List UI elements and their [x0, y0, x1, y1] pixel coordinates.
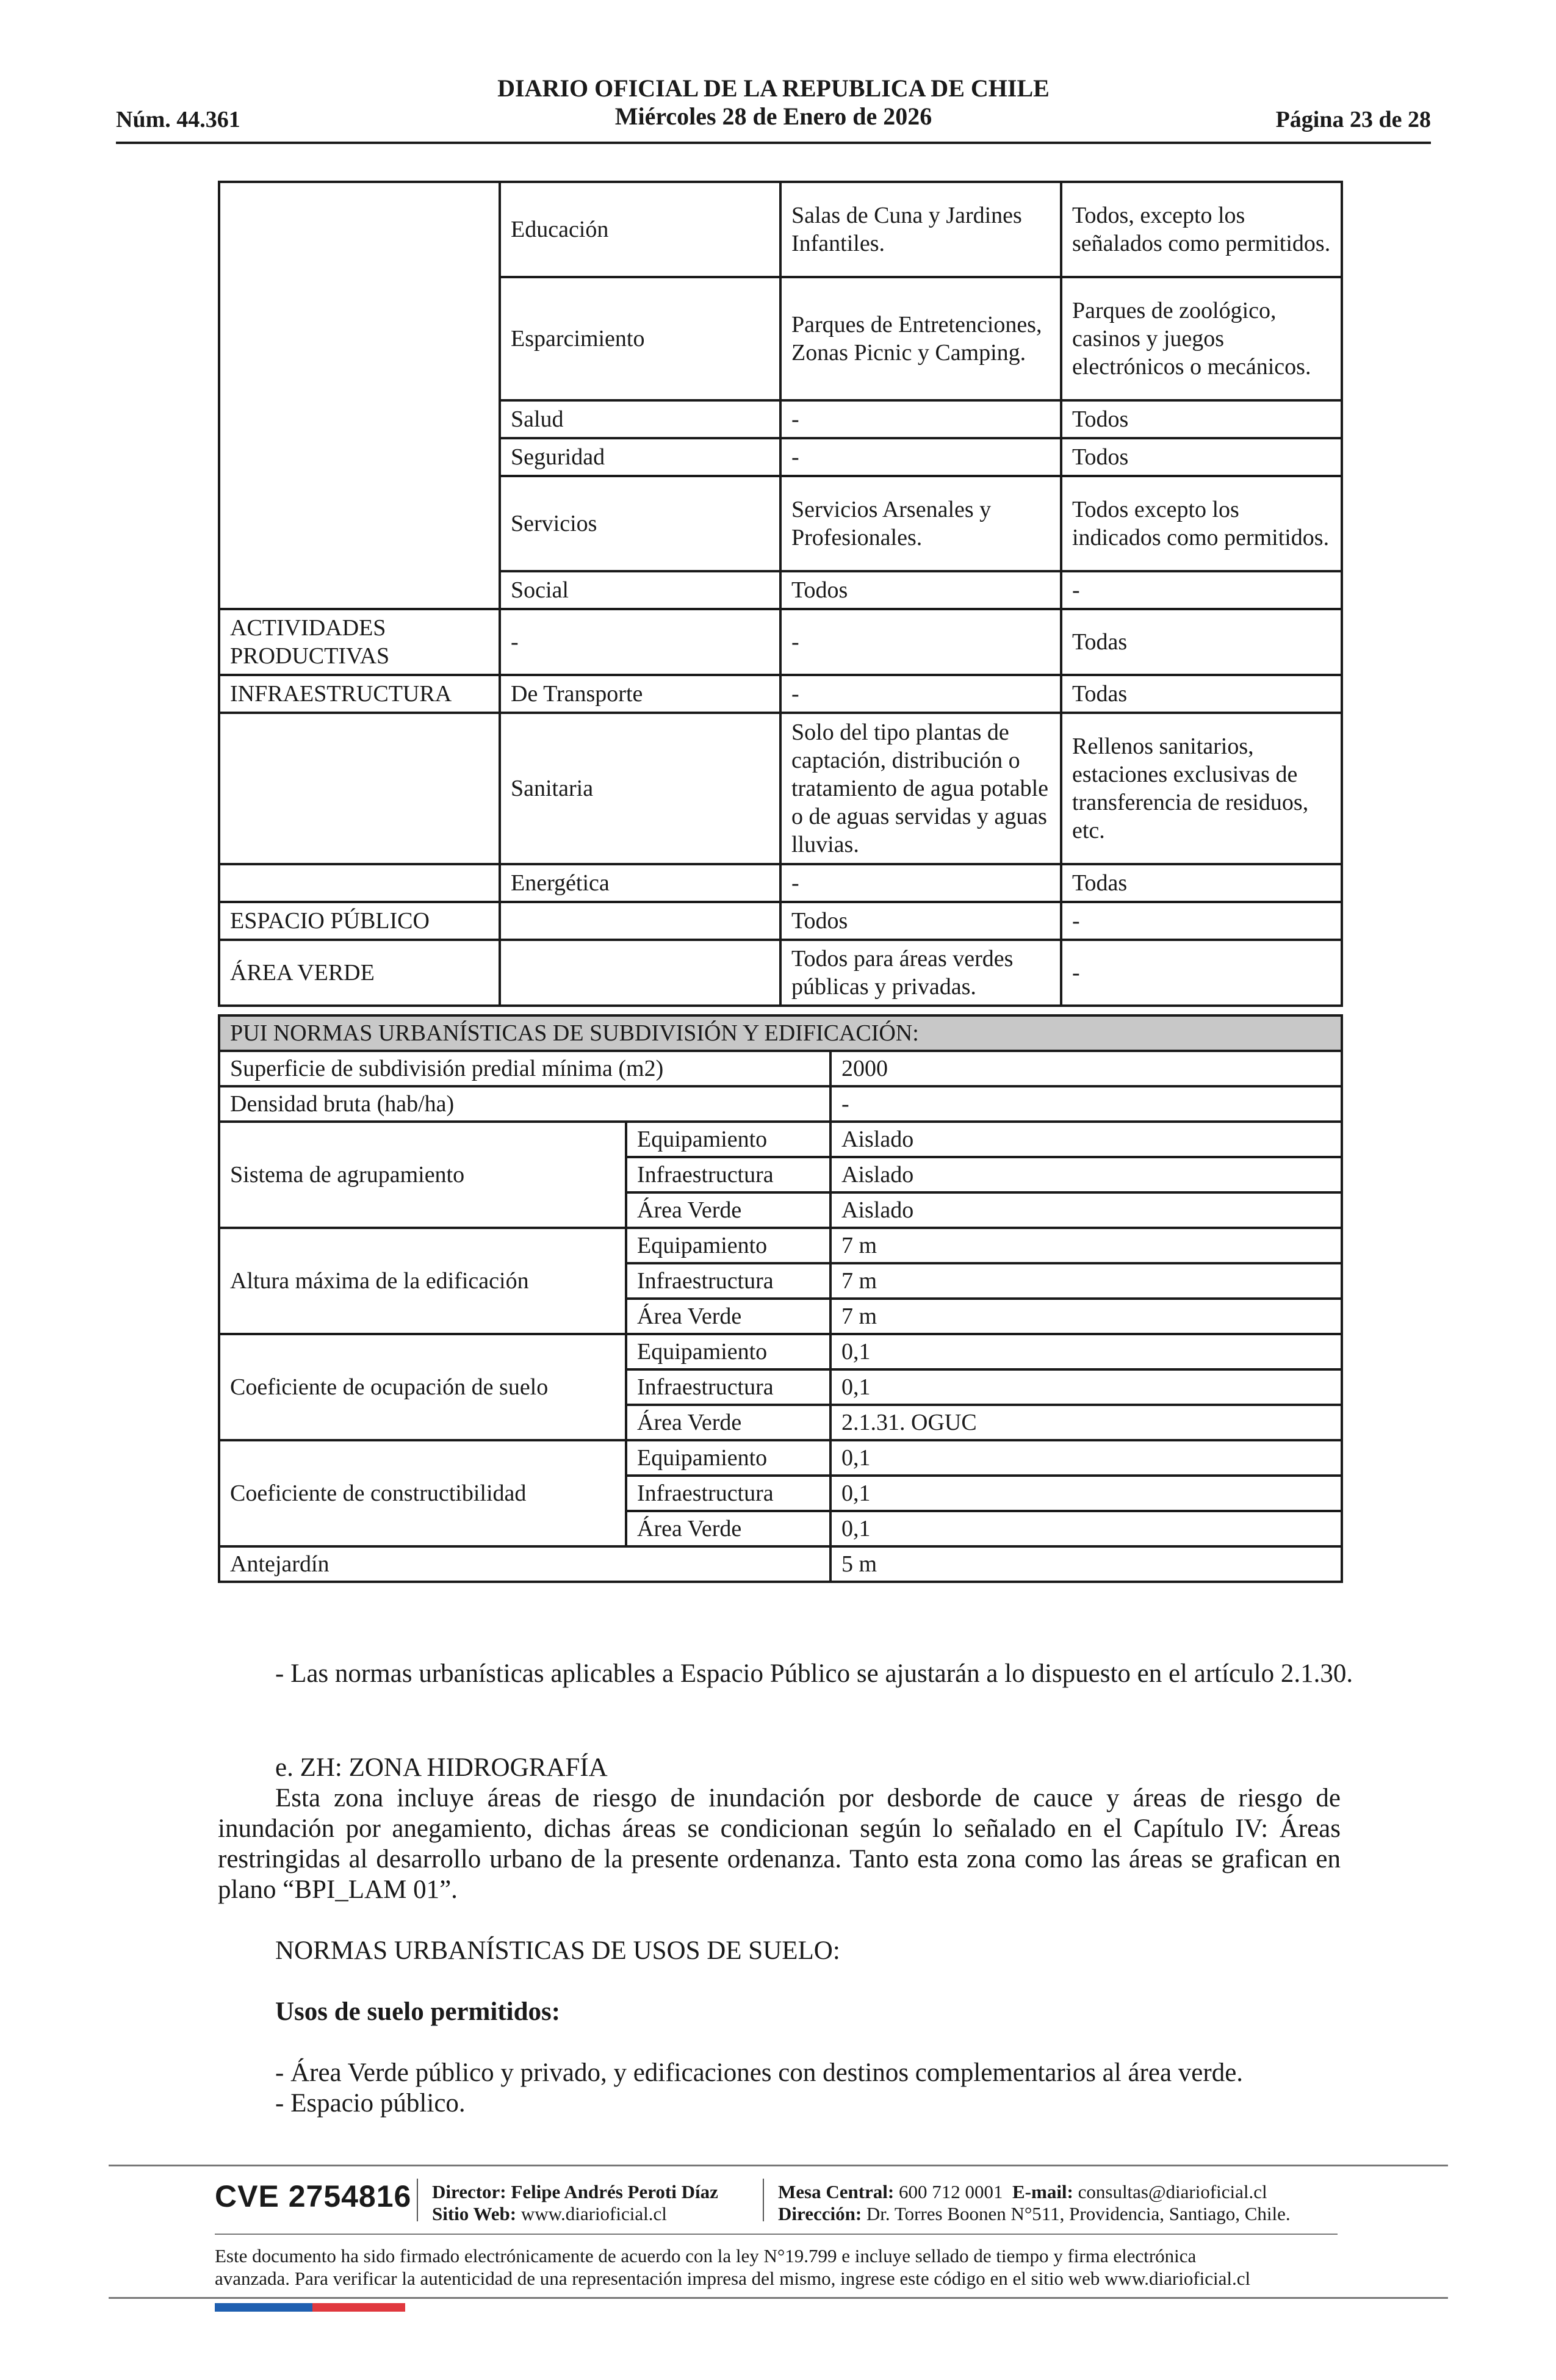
- prohibited-cell: Todos, excepto los señalados como permitidos.: [1061, 182, 1342, 277]
- footer-director-block: [432, 2181, 718, 2225]
- table-row: [219, 277, 1342, 400]
- norm-value: 2000: [830, 1051, 1342, 1086]
- use-type-cell: [219, 438, 500, 476]
- prohibited-cell: Rellenos sanitarios, estaciones exclusivas de transferencia de residuos, etc.: [1061, 713, 1342, 864]
- norm-sub-label: Infraestructura: [626, 1476, 830, 1511]
- use-class-cell: Social: [500, 571, 780, 609]
- table-row: [219, 1086, 1342, 1122]
- footer-divider: [215, 2234, 1338, 2235]
- prohibited-cell: -: [1061, 902, 1342, 940]
- use-type-cell: [219, 713, 500, 864]
- norm-group-label: Altura máxima de la edificación: [219, 1228, 626, 1334]
- table-row: [219, 1440, 1342, 1476]
- norm-value: Aislado: [830, 1192, 1342, 1228]
- table-row: [219, 1546, 1342, 1582]
- permitted-cell: -: [780, 438, 1061, 476]
- table-row: [219, 476, 1342, 571]
- use-class-cell: Salud: [500, 400, 780, 438]
- norm-sub-label: Área Verde: [626, 1299, 830, 1334]
- espacio-publico-note: - Las normas urbanísticas aplicables a Espacio Público se ajustarán a lo dispuesto en el artículo 2.1.30.: [275, 1659, 1353, 1688]
- norm-group-label: Coeficiente de ocupación de suelo: [219, 1334, 626, 1440]
- prohibited-cell: -: [1061, 571, 1342, 609]
- use-type-cell: [219, 182, 500, 277]
- flag-stripe-red: [312, 2303, 405, 2312]
- use-class-cell: De Transporte: [500, 675, 780, 713]
- norm-value: 0,1: [830, 1334, 1342, 1369]
- footer-separator: [417, 2179, 418, 2221]
- legal-notice: [215, 2245, 1338, 2290]
- permitted-use-item: - Espacio público.: [275, 2089, 466, 2118]
- permitted-cell: Parques de Entretenciones, Zonas Picnic y Camping.: [780, 277, 1061, 400]
- table-row: [219, 902, 1342, 940]
- use-class-cell: [500, 902, 780, 940]
- norm-value: Aislado: [830, 1122, 1342, 1157]
- use-class-cell: Educación: [500, 182, 780, 277]
- footer-divider: [109, 2297, 1448, 2299]
- permitted-cell: Salas de Cuna y Jardines Infantiles.: [780, 182, 1061, 277]
- footer-separator: [763, 2179, 764, 2221]
- norms-heading: NORMAS URBANÍSTICAS DE USOS DE SUELO:: [275, 1936, 840, 1965]
- table-row: [219, 438, 1342, 476]
- use-class-cell: Servicios: [500, 476, 780, 571]
- legal-line: Este documento ha sido firmado electrónicamente de acuerdo con la ley N°19.799 e incluye sellado de tiempo y firma electrónica: [215, 2245, 1197, 2266]
- prohibited-cell: Parques de zoológico, casinos y juegos electrónicos o mecánicos.: [1061, 277, 1342, 400]
- use-class-cell: Sanitaria: [500, 713, 780, 864]
- norm-sub-label: Infraestructura: [626, 1157, 830, 1192]
- norm-value: 7 m: [830, 1228, 1342, 1263]
- email-link[interactable]: consultas@diarioficial.cl: [1078, 2181, 1267, 2202]
- norm-value: -: [830, 1086, 1342, 1122]
- web-link[interactable]: www.diarioficial.cl: [520, 2203, 667, 2224]
- norm-value: 2.1.31. OGUC: [830, 1405, 1342, 1440]
- norm-label: Superficie de subdivisión predial mínima (m2): [219, 1051, 830, 1086]
- norm-label: Antejardín: [219, 1546, 830, 1582]
- table-row: [219, 1015, 1342, 1051]
- table-row: [219, 864, 1342, 902]
- norm-label: Densidad bruta (hab/ha): [219, 1086, 830, 1122]
- use-type-cell: INFRAESTRUCTURA: [219, 675, 500, 713]
- web-label: Sitio Web:: [432, 2203, 517, 2224]
- use-type-cell: [219, 277, 500, 400]
- footer-contact-block: [778, 2181, 1291, 2225]
- permitted-uses-heading: Usos de suelo permitidos:: [275, 1997, 561, 2026]
- use-type-cell: [219, 571, 500, 609]
- norm-value: 7 m: [830, 1299, 1342, 1334]
- permitted-cell: Todos: [780, 571, 1061, 609]
- director-label: Director:: [432, 2181, 506, 2202]
- norms-table-title: PUI NORMAS URBANÍSTICAS DE SUBDIVISIÓN Y EDIFICACIÓN:: [219, 1015, 1342, 1051]
- table-row: [219, 1122, 1342, 1157]
- publication-title: DIARIO OFICIAL DE LA REPUBLICA DE CHILE: [497, 74, 1050, 102]
- permitted-cell: -: [780, 864, 1061, 902]
- legal-line: avanzada. Para verificar la autenticidad de una representación impresa del mismo, ingrese este código en el sitio web www.diarioficial.cl: [215, 2268, 1251, 2289]
- issue-number: Núm. 44.361: [116, 107, 240, 132]
- norm-value: 0,1: [830, 1511, 1342, 1546]
- cve-code: CVE 2754816: [215, 2179, 412, 2213]
- use-type-cell: ACTIVIDADES PRODUCTIVAS: [219, 609, 500, 675]
- page-header: [116, 74, 1431, 144]
- zone-heading: e. ZH: ZONA HIDROGRAFÍA: [275, 1753, 608, 1782]
- issue-date: Miércoles 28 de Enero de 2026: [614, 103, 932, 130]
- norm-sub-label: Infraestructura: [626, 1263, 830, 1299]
- table-row: [219, 400, 1342, 438]
- mesa-phone: 600 712 0001: [899, 2181, 1003, 2202]
- norm-sub-label: Área Verde: [626, 1192, 830, 1228]
- prohibited-cell: Todas: [1061, 864, 1342, 902]
- permitted-cell: -: [780, 400, 1061, 438]
- use-type-cell: [219, 400, 500, 438]
- permitted-cell: -: [780, 675, 1061, 713]
- table-row: [219, 713, 1342, 864]
- norm-value: 7 m: [830, 1263, 1342, 1299]
- norm-value: 5 m: [830, 1546, 1342, 1582]
- norm-sub-label: Infraestructura: [626, 1369, 830, 1405]
- email-label: E-mail:: [1012, 2181, 1073, 2202]
- table-row: [219, 1051, 1342, 1086]
- use-class-cell: [500, 940, 780, 1006]
- use-class-cell: -: [500, 609, 780, 675]
- mesa-label: Mesa Central:: [778, 2181, 895, 2202]
- table-row: [219, 571, 1342, 609]
- norm-sub-label: Equipamiento: [626, 1122, 830, 1157]
- use-class-cell: Esparcimiento: [500, 277, 780, 400]
- address-label: Dirección:: [778, 2203, 862, 2224]
- page-number: Página 23 de 28: [1275, 107, 1431, 132]
- table-row: [219, 940, 1342, 1006]
- address-value: Dr. Torres Boonen N°511, Providencia, Santiago, Chile.: [866, 2203, 1291, 2224]
- permitted-use-item: - Área Verde público y privado, y edificaciones con destinos complementarios al área verde.: [275, 2058, 1244, 2087]
- land-use-table: [218, 181, 1343, 1007]
- norm-value: 0,1: [830, 1476, 1342, 1511]
- norm-value: 0,1: [830, 1440, 1342, 1476]
- zone-paragraph: Esta zona incluye áreas de riesgo de inundación por desborde de cauce y áreas de riesgo de inundación por anegamiento, dichas áreas se condicionan según lo señalado en el Capítulo IV: Áreas restringidas al desarrollo urbano de la presente ordenanza. Tanto esta zona como las áreas se grafican en plano “BPI_LAM 01”.: [218, 1784, 1341, 1904]
- urban-norms-table: [218, 1014, 1343, 1583]
- prohibited-cell: Todas: [1061, 675, 1342, 713]
- prohibited-cell: Todos: [1061, 400, 1342, 438]
- use-class-cell: Seguridad: [500, 438, 780, 476]
- permitted-cell: Todos: [780, 902, 1061, 940]
- norm-sub-label: Equipamiento: [626, 1440, 830, 1476]
- norm-sub-label: Área Verde: [626, 1405, 830, 1440]
- permitted-cell: -: [780, 609, 1061, 675]
- flag-stripe-blue: [215, 2303, 312, 2312]
- use-type-cell: [219, 864, 500, 902]
- table-row: [219, 1228, 1342, 1263]
- norm-value: 0,1: [830, 1369, 1342, 1405]
- norm-group-label: Sistema de agrupamiento: [219, 1122, 626, 1228]
- use-type-cell: ÁREA VERDE: [219, 940, 500, 1006]
- footer-divider: [109, 2165, 1448, 2166]
- director-name: Felipe Andrés Peroti Díaz: [511, 2181, 718, 2202]
- norm-value: Aislado: [830, 1157, 1342, 1192]
- permitted-cell: Servicios Arsenales y Profesionales.: [780, 476, 1061, 571]
- norm-group-label: Coeficiente de constructibilidad: [219, 1440, 626, 1546]
- table-row: [219, 1334, 1342, 1369]
- norm-sub-label: Equipamiento: [626, 1334, 830, 1369]
- use-class-cell: Energética: [500, 864, 780, 902]
- norm-sub-label: Área Verde: [626, 1511, 830, 1546]
- prohibited-cell: Todas: [1061, 609, 1342, 675]
- prohibited-cell: -: [1061, 940, 1342, 1006]
- use-type-cell: [219, 476, 500, 571]
- table-row: [219, 675, 1342, 713]
- norm-sub-label: Equipamiento: [626, 1228, 830, 1263]
- masthead: [116, 74, 1431, 131]
- table-row: [219, 182, 1342, 277]
- permitted-cell: Todos para áreas verdes públicas y privadas.: [780, 940, 1061, 1006]
- prohibited-cell: Todos excepto los indicados como permitidos.: [1061, 476, 1342, 571]
- use-type-cell: ESPACIO PÚBLICO: [219, 902, 500, 940]
- prohibited-cell: Todos: [1061, 438, 1342, 476]
- table-row: [219, 609, 1342, 675]
- permitted-cell: Solo del tipo plantas de captación, distribución o tratamiento de agua potable o de aguas servidas y aguas lluvias.: [780, 713, 1061, 864]
